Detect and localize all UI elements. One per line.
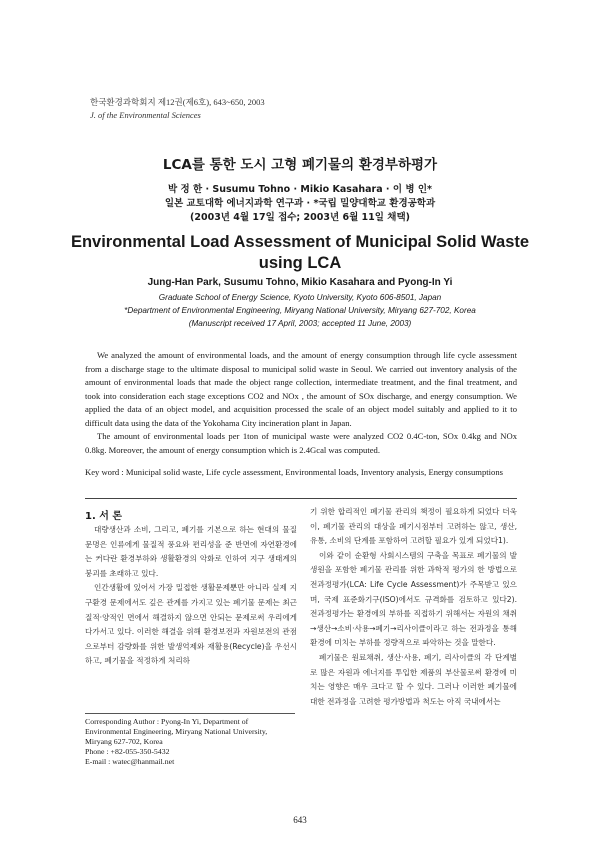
body-right-paragraph-3: 폐기물은 원료채취, 생산·사용, 폐기, 리사이클의 각 단계별로 많은 자원과 에너지를 투입한 제품의 부산물로써 환경에 미치는 영향은 매우 크다고 할 수 있다. 그러나 이러한 폐기물에 대한 전과정을 고려한 평가방법과 척도는 아직 국내에서는 (310, 652, 517, 706)
divider-line (85, 498, 517, 499)
journal-citation-en: J. of the Environmental Sciences (90, 110, 201, 120)
keywords (85, 466, 517, 479)
keywords-label: Key word : (85, 467, 124, 477)
page-number: 643 (293, 815, 307, 825)
body-right-paragraph-1: 기 위한 합리적인 폐기물 관리의 책정이 필요하게 되었다 더욱이, 폐기물 관리의 대상을 폐기시점부터 고려하는 않고, 생산, 유통, 소비의 단계를 포함하여 고려할 필요가 있게 되었다1). (310, 507, 517, 546)
affiliation-english-2: *Department of Environmental Engineering, Miryang National University, Miryang 627-702, Korea (124, 306, 476, 315)
section-heading-intro: 1. 서 론 (85, 511, 123, 522)
authors-korean: 박 정 한 · Susumu Tohno · Mikio Kasahara · 이 병 인* (168, 184, 432, 195)
body-right-paragraph-2: 이와 같이 순환형 사회시스템의 구축을 목표로 폐기물의 발생원을 포함한 폐기물 관리를 위한 과학적 평가의 한 방법으로 전과정평가(LCA: Life Cycle Assessment)가 주목받고 있으며, 국제 표준화기구(ISO)에서도 규격화를 검토하고 있다2). 전과정평가는 환경에의 부하를 직접하기 위해서는 자원의 채취→생산→소비·사용→폐기→리사이클이라고 하는 전과정을 통해 환경에 미치는 부하를 정량적으로 파악하는 것을 말한다. (310, 550, 517, 648)
journal-citation-ko: 한국환경과학회지 제12권(제6호), 643~650, 2003 (90, 97, 265, 107)
footnote-author: Corresponding Author : Pyong-In Yi, Department of Environmental Engineering, Miryang National University, Miryang 627-702, Korea (85, 717, 268, 746)
dates-korean: (2003년 4월 17일 접수; 2003년 6월 11일 채택) (190, 212, 410, 223)
affiliation-english-1: Graduate School of Energy Science, Kyoto University, Kyoto 606-8501, Japan (158, 293, 442, 302)
manuscript-dates: (Manuscript received 17 April, 2003; accepted 11 June, 2003) (188, 319, 412, 328)
keywords-text: Municipal solid waste, Life cycle assessment, Environmental loads, Inventory analysis, Energy consumptions (125, 467, 504, 477)
title-korean: LCA를 통한 도시 고형 폐기물의 환경부하평가 (162, 157, 438, 173)
footnote-divider (85, 713, 295, 714)
authors-english: Jung-Han Park, Susumu Tohno, Mikio Kasahara and Pyong-In Yi (147, 277, 453, 288)
title-english: Environmental Load Assessment of Municipal Solid Waste using LCA (70, 233, 530, 272)
body-column-left (85, 523, 297, 669)
abstract (85, 349, 517, 457)
body-left-paragraph-2: 인간생활에 있어서 가장 밀접한 생활문제뿐만 아니라 실제 지구환경 문제에서도 깊은 관계를 가지고 있는 폐기물 문제는 최근 질적·양적인 면에서 해결하지 않으면 안되는 문제로써 우리에게 다가서고 있다. 이러한 해결을 위해 환경보전과 자원보전의 관점으로부터 감량화를 위한 발생억제와 재활용(Recycle)을 우선시하고, 폐기물을 적정하게 처리하 (85, 583, 297, 666)
body-left-paragraph-1: 대량생산과 소비, 그리고, 폐기를 기본으로 하는 현대의 물질문명은 인류에게 물질적 풍요와 편리성을 준 반면에 자연환경에는 커다란 환경부하와 생활환경의 악화로 인하여 지구 생태계의 붕괴를 초래하고 있다. (85, 525, 297, 578)
body-column-right (310, 505, 517, 709)
abstract-paragraph-1: We analyzed the amount of environmental loads, and the amount of energy consumption through life cycle assessment from a discharge stage to the ultimate disposal to municipal solid waste in Seoul. We carried out inventory analysis of the amount of environmental loads that made the object range collection, intermediate treatment, and the final treatment, and took into consideration each stage exceptions CO2 and NOx , the amount of SOx discharge, and energy consumption. We applied the data of an object model, and acquisition processed the scale of an object model suitably and applied to it to difficult data using the data of the Yokohama City incineration plant in Japan. (85, 350, 517, 428)
affiliation-korean: 일본 교토대학 에너지과학 연구과 · *국립 밀양대학교 환경공학과 (164, 198, 436, 209)
abstract-paragraph-2: The amount of environmental loads per 1ton of municipal waste were analyzed CO2 0.4C-ton, SOx 0.4kg and NOx 0.8kg. Moreover, the amount of energy consumption which is 2.4Gcal was computed. (85, 431, 517, 455)
footnote-phone: Phone : +82-055-350-5432 (85, 747, 170, 756)
footnote (85, 717, 295, 767)
footnote-email: E-mail : watec@hanmail.net (85, 757, 175, 766)
